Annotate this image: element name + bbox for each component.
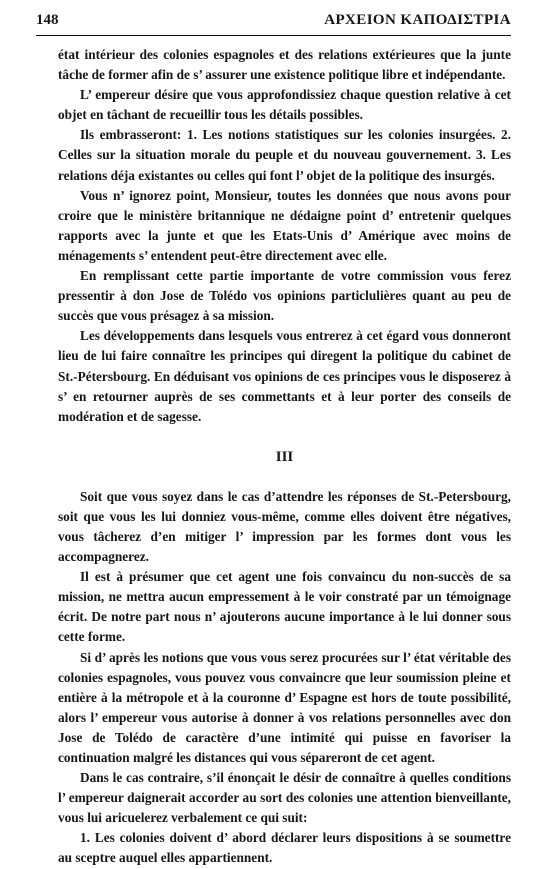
paragraph: L’ empereur désire que vous approfondissiez chaque question relative à cet objet en tâchant de recueillir tous les détails possibles. [58, 87, 511, 123]
page-number: 148 [36, 12, 59, 28]
paragraph: Dans le cas contraire, s’il énonçait le désir de connaître à quelles conditions l’ empereur daignerait accorder au sort des colonies une attention bienveillante, vous lui aricuelerez verbalement ce qui suit: [58, 770, 511, 826]
running-title: ΑΡΧΕΙΟΝ ΚΑΠΟΔΙΣΤΡΙΑ [324, 12, 511, 28]
paragraph: 1. Les colonies doivent d’ abord déclarer leurs dispositions à se soumettre au sceptre auquel elles appartiennent. [58, 830, 511, 866]
paragraph: Si d’ après les notions que vous vous serez procurées sur l’ état véritable des colonies espagnoles, vous pouvez vous convaincre que leur soumission pleine et entière à la métropole et à la couronne d’ Espagne est hors de toute possibilité, alors l’ empereur vous autorise à donner à vos relations personnelles avec don Jose de Tolédo de caractère d’une intimité qui puisse en favoriser la continuation malgré les distances qui vous sépareront de cet agent. [58, 649, 511, 765]
paragraph: En remplissant cette partie importante de votre commission vous ferez pressentir à don Jose de Tolédo vos opinions particlulières quant au peu de succès que vous présagez à sa mission. [58, 268, 511, 324]
paragraph: Ils embrasseront: 1. Les notions statistiques sur les colonies insurgées. 2. Celles sur la situation morale du peuple et du nouveau gouvernement. 3. Les relations déja existantes ou celles qui font l’ objet de la politique des insurgés. [58, 127, 511, 183]
paragraph: état intérieur des colonies espagnoles et des relations extérieures que la junte tâche de former afin de s’ assurer une existence politique libre et indépendante. [58, 47, 511, 83]
paragraph: Il est à présumer que cet agent une fois convaincu du non-succès de sa mission, ne mettra aucun empressement à le voir constraté par un témoignage écrit. De notre part nous n’ ajouterons aucune importance à le lui donner sous cette forme. [58, 569, 511, 645]
header-rule [36, 35, 511, 36]
section-heading: III [275, 448, 294, 465]
paragraph: Les développements dans lesquels vous entrerez à cet égard vous donneront lieu de lui faire connaître les principes qui diregent la politique du cabinet de St.-Pétersbourg. En déduisant vos opinions de ces principes vous le disposerez à s’ en retourner auprès de ses commettants et à leur porter des conseils de modération et de sagesse. [58, 328, 511, 424]
page-header [36, 12, 511, 32]
paragraph: Vous n’ ignorez point, Monsieur, toutes les données que nous avons pour croire que le ministère britannique ne dédaigne point d’ entretenir quelques rapports avec la junte et que les Etats-Unis d’ Amérique avec moins de ménagements s’ entendent peut-être directement avec elle. [58, 187, 511, 263]
paragraph: Soit que vous soyez dans le cas d’attendre les réponses de St.-Petersbourg, soit que vous les lui donniez vous-même, comme elles doivent être négatives, vous tâcherez d’en mitiger l’ impression par les formes dont vous les accompagnerez. [58, 488, 511, 565]
body-text [58, 45, 511, 869]
